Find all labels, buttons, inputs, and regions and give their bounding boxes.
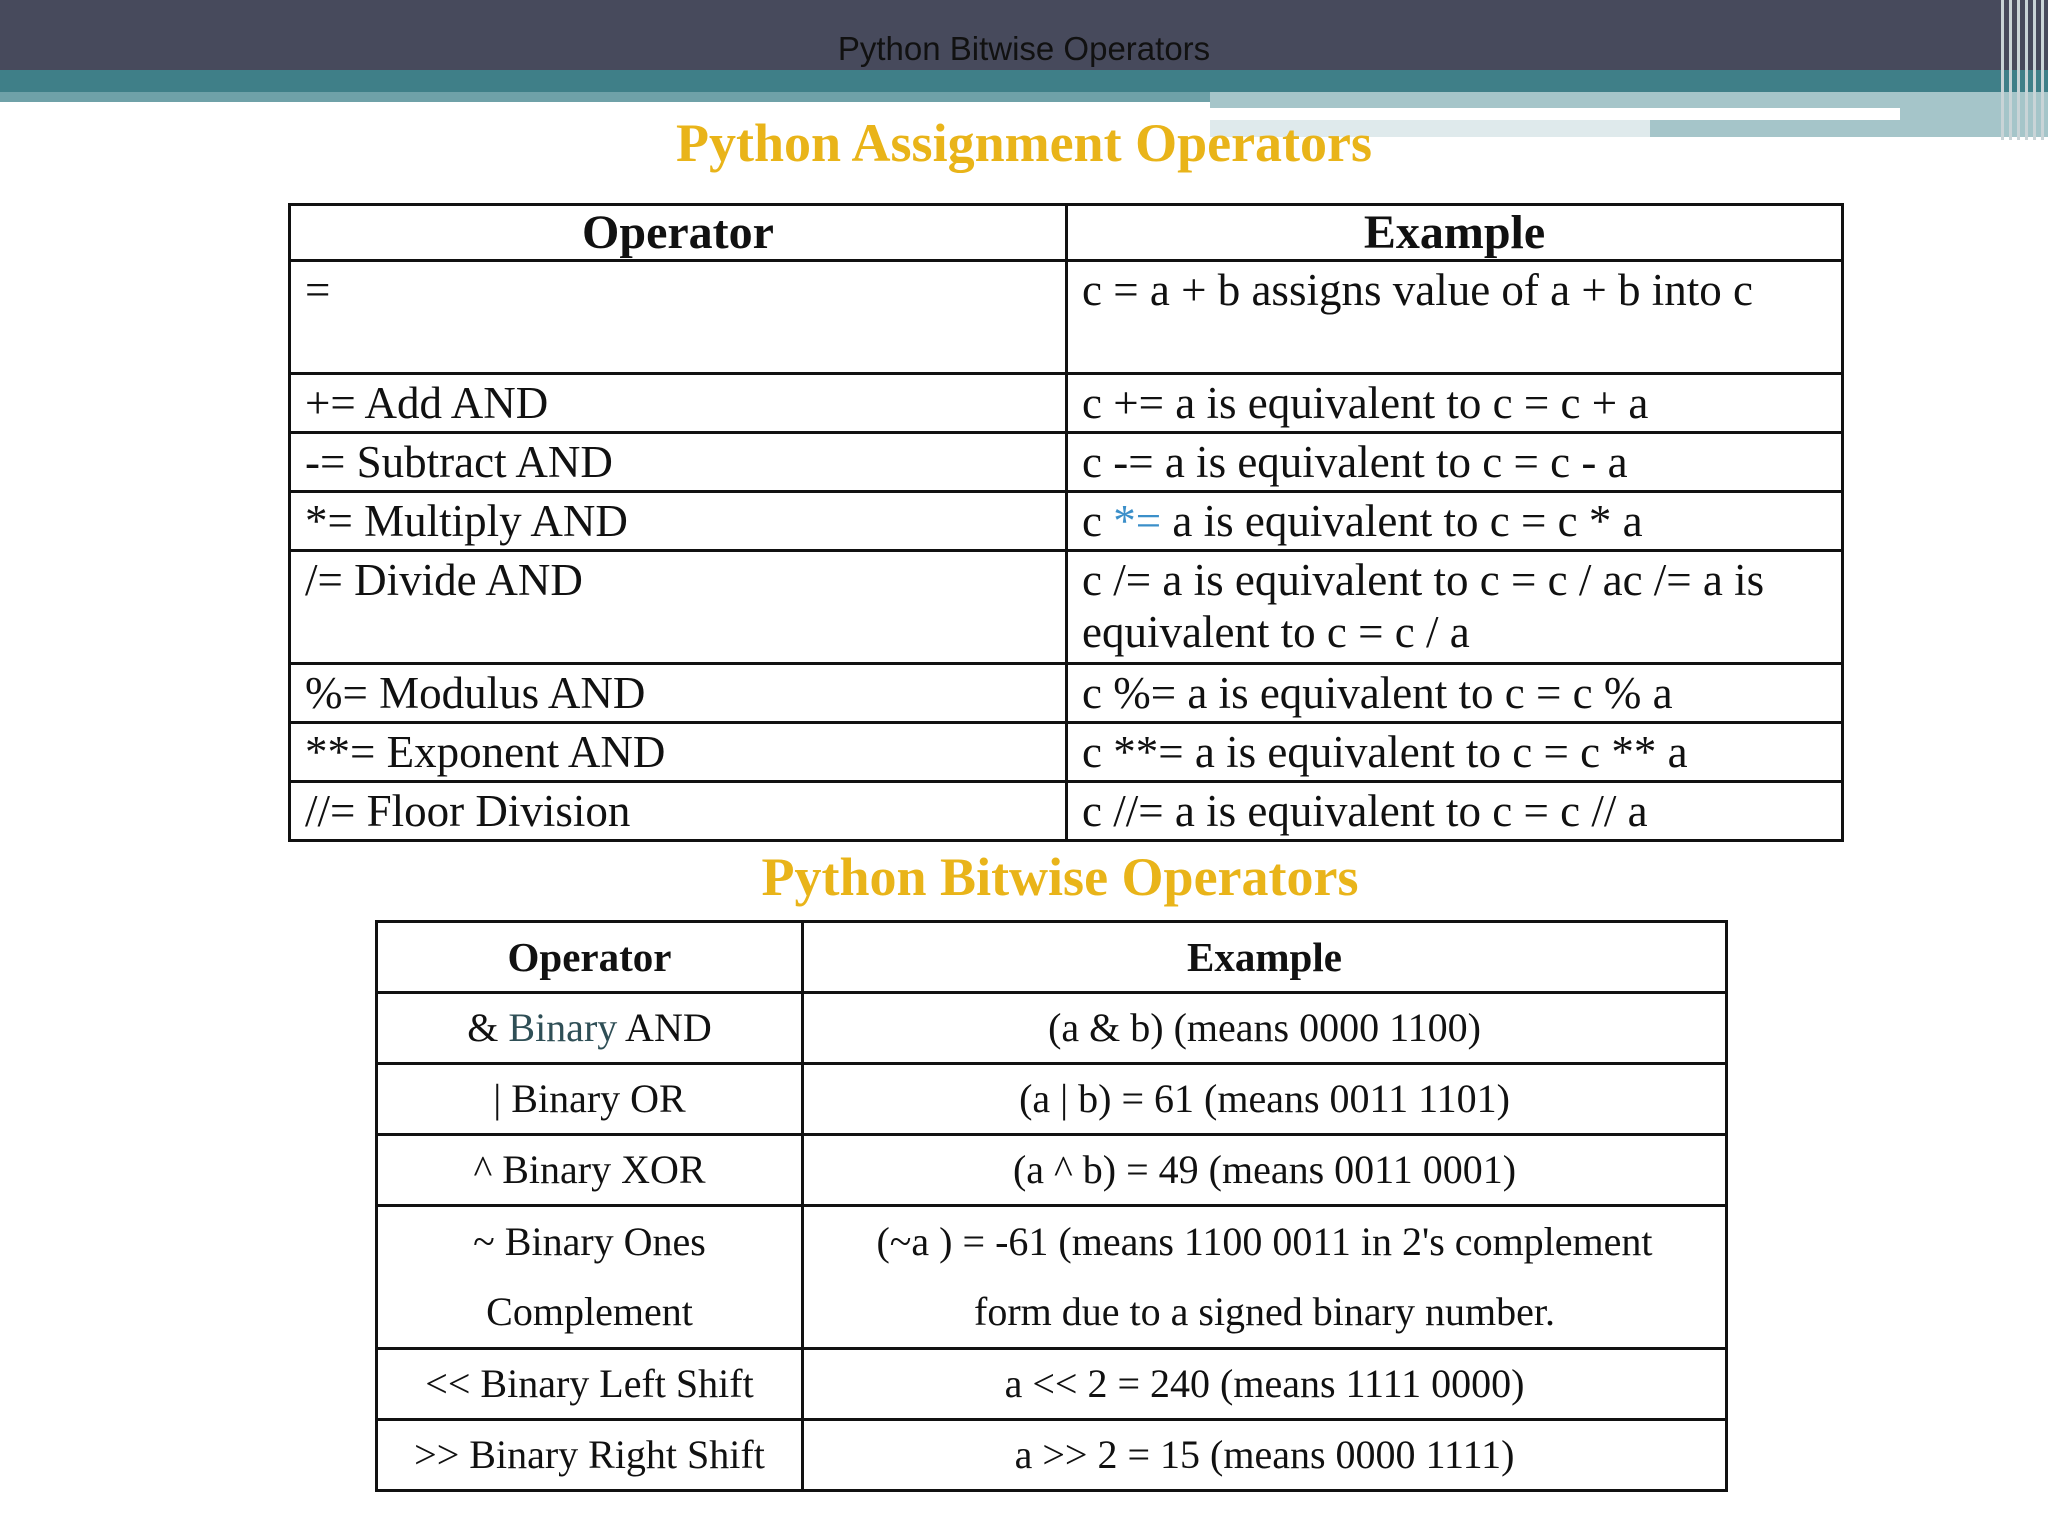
- operator-cell: //= Floor Division: [290, 782, 1067, 841]
- example-cell: c //= a is equivalent to c = c // a: [1067, 782, 1843, 841]
- example-cell: c /= a is equivalent to c = c / ac /= a is equivalent to c = c / a: [1067, 551, 1843, 664]
- example-text-pre: c: [1082, 496, 1114, 546]
- bitwise-table: [375, 920, 1728, 1492]
- operator-cell: *= Multiply AND: [290, 492, 1067, 551]
- example-cell: c += a is equivalent to c = c + a: [1067, 374, 1843, 433]
- example-cell: c **= a is equivalent to c = c ** a: [1067, 723, 1843, 782]
- example-cell: (a & b) (means 0000 1100): [803, 993, 1727, 1064]
- example-cell: (a ^ b) = 49 (means 0011 0001): [803, 1135, 1727, 1206]
- operator-cell: /= Divide AND: [290, 551, 1067, 664]
- column-header-example: Example: [1067, 205, 1843, 261]
- example-line-2: form due to a signed binary number.: [974, 1289, 1555, 1334]
- operator-cell: [377, 993, 803, 1064]
- table-row: [377, 1135, 1727, 1206]
- example-cell: c %= a is equivalent to c = c % a: [1067, 664, 1843, 723]
- operator-cell: =: [290, 261, 1067, 374]
- column-header-example: Example: [803, 922, 1727, 993]
- operator-text: AND: [617, 1005, 712, 1050]
- example-cell: c = a + b assigns value of a + b into c: [1067, 261, 1843, 374]
- example-cell: c -= a is equivalent to c = c - a: [1067, 433, 1843, 492]
- slide-title: Python Bitwise Operators: [837, 30, 1211, 67]
- operator-cell: << Binary Left Shift: [377, 1349, 803, 1420]
- header-accent-band: [0, 70, 2048, 92]
- table-row: [377, 1206, 1727, 1349]
- operator-cell: %= Modulus AND: [290, 664, 1067, 723]
- column-header-operator: Operator: [377, 922, 803, 993]
- operator-symbol: &: [467, 1005, 509, 1050]
- bitwise-heading: Python Bitwise Operators: [761, 847, 1359, 907]
- example-cell: [1067, 492, 1843, 551]
- table-header-row: [290, 205, 1843, 261]
- header-accent-strip: [0, 92, 1210, 102]
- assignment-heading: Python Assignment Operators: [675, 113, 1372, 173]
- table-row: [290, 261, 1843, 374]
- table-row: [290, 492, 1843, 551]
- example-cell: [803, 1206, 1727, 1349]
- operator-cell: [377, 1206, 803, 1349]
- operator-line-2: Complement: [486, 1289, 693, 1334]
- table-row: [290, 374, 1843, 433]
- table-row: [377, 993, 1727, 1064]
- operator-word-highlight: Binary: [508, 1005, 618, 1050]
- table-header-row: [377, 922, 1727, 993]
- example-line-1: (~a ) = -61 (means 1100 0011 in 2's complement: [876, 1219, 1653, 1264]
- example-cell: (a | b) = 61 (means 0011 1101): [803, 1064, 1727, 1135]
- operator-cell: ^ Binary XOR: [377, 1135, 803, 1206]
- table-row: [290, 664, 1843, 723]
- table-row: [377, 1349, 1727, 1420]
- table-row: [290, 782, 1843, 841]
- operator-cell: -= Subtract AND: [290, 433, 1067, 492]
- table-row: [290, 723, 1843, 782]
- column-header-operator: Operator: [290, 205, 1067, 261]
- operator-cell: >> Binary Right Shift: [377, 1420, 803, 1491]
- example-operator-highlight: *=: [1113, 496, 1162, 546]
- table-row: [290, 433, 1843, 492]
- example-text-post: a is equivalent to c = c * a: [1161, 496, 1643, 546]
- operator-line-1: ~ Binary Ones: [473, 1219, 706, 1264]
- example-cell: a << 2 = 240 (means 1111 0000): [803, 1349, 1727, 1420]
- table-row: [290, 551, 1843, 664]
- assignment-table: [288, 203, 1844, 842]
- example-cell: a >> 2 = 15 (means 0000 1111): [803, 1420, 1727, 1491]
- operator-cell: | Binary OR: [377, 1064, 803, 1135]
- operator-cell: += Add AND: [290, 374, 1067, 433]
- table-row: [377, 1420, 1727, 1491]
- operator-cell: **= Exponent AND: [290, 723, 1067, 782]
- table-row: [377, 1064, 1727, 1135]
